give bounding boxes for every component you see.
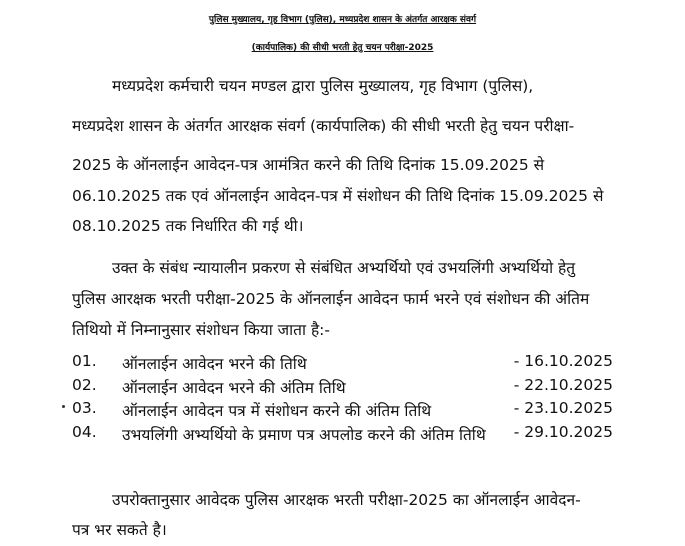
stray-mark [62, 405, 65, 408]
para3-line-1: उपरोक्तानुसार आवेदक पुलिस आरक्षक भरती परीक्षा-2025 का ऑनलाईन आवेदन- [112, 491, 581, 509]
para1-line-1: मध्यप्रदेश कर्मचारी चयन मण्डल द्वारा पुलिस मुख्यालय, गृह विभाग (पुलिस), [112, 77, 534, 95]
item-number: 03. [72, 399, 97, 417]
item-date: - 29.10.2025 [513, 423, 613, 441]
item-date: - 22.10.2025 [513, 376, 613, 394]
item-date: - 16.10.2025 [513, 352, 613, 370]
para2-line-2: पुलिस आरक्षक भरती परीक्षा-2025 के ऑनलाईन आवेदन फार्म भरने एवं संशोधन की अंतिम [72, 290, 590, 308]
item-label: ऑनलाईन आवेदन पत्र में संशोधन करने की अंतिम तिथि [122, 402, 432, 420]
item-date: - 23.10.2025 [513, 399, 613, 417]
item-label: ऑनलाईन आवेदन भरने की अंतिम तिथि [122, 379, 346, 397]
para3-line-2: पत्र भर सकते है। [72, 521, 167, 539]
title-line-2: (कार्यपालिक) की सीधी भरती हेतु चयन परीक्षा-2025 [251, 43, 434, 53]
para2-line-1: उक्त के संबंध न्यायालीन प्रकरण से संबंधित अभ्यर्थियो एवं उभयलिंगी अभ्यर्थियो हेतु [112, 259, 576, 277]
para1-line-5: 08.10.2025 तक निर्धारित की गई थी। [72, 217, 304, 235]
para1-line-4: 06.10.2025 तक एवं ऑनलाईन आवेदन-पत्र में संशोधन की तिथि दिनांक 15.09.2025 से [72, 187, 604, 205]
para1-line-3: 2025 के ऑनलाईन आवेदन-पत्र आमंत्रित करने की तिथि दिनांक 15.09.2025 से [72, 156, 545, 174]
item-label: ऑनलाईन आवेदन भरने की तिथि [122, 355, 307, 373]
item-number: 02. [72, 376, 97, 394]
item-label: उभयलिंगी अभ्यर्थियो के प्रमाण पत्र अपलोड करने की अंतिम तिथि [122, 426, 486, 444]
title-line-1: पुलिस मुख्यालय, गृह विभाग (पुलिस), मध्यप्रदेश शासन के अंतर्गत आरक्षक संवर्ग [208, 15, 477, 25]
para1-line-2: मध्यप्रदेश शासन के अंतर्गत आरक्षक संवर्ग (कार्यपालिक) की सीधी भरती हेतु चयन परीक्षा- [72, 117, 575, 135]
item-number: 01. [72, 352, 97, 370]
para2-line-3: तिथियो में निम्नानुसार संशोधन किया जाता है:- [72, 321, 330, 339]
item-number: 04. [72, 423, 97, 441]
